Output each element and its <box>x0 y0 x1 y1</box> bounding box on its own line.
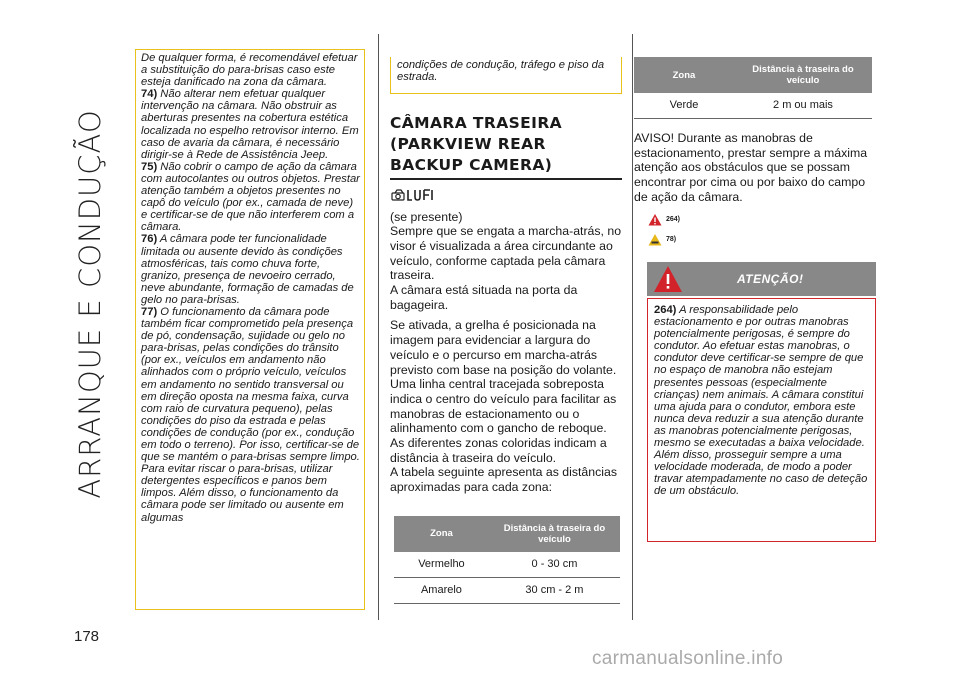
section-title-line: BACKUP CAMERA) <box>390 156 553 174</box>
reference-danger <box>648 213 876 226</box>
note-intro: De qualquer forma, é recomendável efetuar a substituição do para-brisas caso este esteja danificado na zona da câmara. <box>141 52 358 89</box>
note-item-number: 77) <box>141 305 158 318</box>
table-header-row <box>394 516 620 552</box>
section-title <box>390 113 622 176</box>
column-divider-right <box>632 34 633 620</box>
paragraph-table-intro: A tabela seguinte apresenta as distâncias aproximadas para cada zona: <box>390 465 617 495</box>
middle-column <box>390 57 622 604</box>
table-cell-zone: Vermelho <box>394 552 489 578</box>
table-row <box>634 93 872 119</box>
table-row <box>394 577 620 603</box>
table-header-row <box>634 57 872 93</box>
note-item-number: 76) <box>141 233 158 246</box>
note-item-text: A câmara pode ter funcionalidade limitada ou ausente devido às condições atmosféricas, tais como chuva forte, granizo, presença de nevoeiro cerrado, neve abundante, formação de camadas de gelo no para-brisas. <box>141 233 354 306</box>
paragraph-zones: As diferentes zonas coloridas indicam a distância à traseira do veículo. <box>390 436 607 465</box>
note-box-left <box>135 49 365 610</box>
table-header-distance: Distância à traseira do veículo <box>489 516 620 552</box>
note-item-76 <box>141 233 360 306</box>
page-number: 178 <box>74 628 100 645</box>
paragraph-availability: (se presente) <box>390 209 463 224</box>
danger-triangle-icon <box>648 213 662 226</box>
table-cell-zone: Amarelo <box>394 577 489 603</box>
reference-caution <box>648 233 876 246</box>
site-watermark: carmanualsonline.info <box>592 648 784 669</box>
note-content-left <box>136 50 364 524</box>
note-item-text: Não alterar nem efetuar qualquer intervenção na câmara. Não obstruir as aberturas presentes na cobertura estética localizada no espelho retrovisor interno. Em caso de avaria da câmara, é necessário dirigir-se à Rede de Assistência Jeep. <box>141 88 359 161</box>
distance-table-part2 <box>634 57 872 119</box>
attention-item-number: 264) <box>654 304 677 316</box>
paragraph-reverse-gear: Sempre que se engata a marcha-atrás, no visor é visualizada a área circundante ao veículo, conforme captada pela câmara traseira. <box>390 224 622 283</box>
warning-paragraph: AVISO! Durante as manobras de estacionamento, prestar sempre a máxima atenção aos obstáculos que se possam encontrar por cima ou por baixo do campo de ação da câmara. <box>634 131 868 204</box>
table-cell-zone: Verde <box>634 93 734 119</box>
section-body <box>390 210 622 495</box>
attention-header <box>647 262 876 296</box>
title-underline <box>390 178 622 180</box>
attention-content <box>648 299 875 498</box>
note-item-77 <box>141 306 360 524</box>
distance-table-part1 <box>394 516 620 604</box>
reference-label: 264) <box>666 215 681 223</box>
table-row <box>394 552 620 578</box>
table-cell-distance: 0 - 30 cm <box>489 552 620 578</box>
note-item-number: 74) <box>141 88 158 101</box>
paragraph-camera-location: A câmara está situada na porta da bagageira. <box>390 283 578 312</box>
note-continuation-text: condições de condução, tráfego e piso da estrada. <box>397 59 605 84</box>
chapter-title-text: ARRANQUE E CONDUÇÃO <box>73 109 107 499</box>
reference-list <box>648 213 876 246</box>
right-column <box>634 57 876 246</box>
parkview-camera-icon <box>390 186 622 204</box>
column-divider-left <box>378 34 379 620</box>
note-item-text: O funcionamento da câmara pode também ficar comprometido pela presença de pó, condensação, sujidade ou gelo no para-brisas, pelas condições do trânsito (por ex., veículos em andamento não alinhados com o próprio veículo, veículos em andamento no sentido transversal ou em direção oposta na mesma faixa, curva com raio de curvatura pequeno), pelas condições do piso da estrada e pelas condições de condução (por ex., condução em todo o terreno). Por isso, certificar-se de que se mantém o para-brisas sempre limpo. Para evitar riscar o para-brisas, utilizar detergentes específicos e panos bem limpos. Além disso, o funcionamento da câmara pode ser limitado ou ausente em algumas <box>141 305 360 524</box>
attention-title: ATENÇÃO! <box>737 272 804 286</box>
section-title-line: CÂMARA TRASEIRA <box>390 114 563 132</box>
table-cell-distance: 30 cm - 2 m <box>489 577 620 603</box>
danger-triangle-icon <box>653 265 683 293</box>
table-header-zone: Zona <box>634 57 734 93</box>
section-title-line: (PARKVIEW REAR <box>390 135 546 153</box>
chapter-side-title <box>64 34 116 574</box>
paragraph-grid: Se ativada, a grelha é posicionada na imagem para evidenciar a largura do veículo e o percurso em marcha-atrás previsto com base na posição do volante. Uma linha central tracejada sobreposta indica o centro do veículo para facilitar as manobras de estacionamento ou o alinhamento com o gancho de reboque. <box>390 318 617 436</box>
caution-triangle-icon <box>648 233 662 246</box>
table-header-zone: Zona <box>394 516 489 552</box>
attention-box <box>647 298 876 542</box>
attention-item-text: A responsabilidade pelo estacionamento e por outras manobras potencialmente perigosas, é sempre do condutor. Ao efetuar estas manobras, o condutor deve certificar-se sempre de que no espaço de manobra não estejam presentes pessoas (especialmente crianças) nem animais. A câmara constitui uma ajuda para o condutor, embora este nunca deva reduzir a sua atenção durante as manobras potencialmente perigosas, mesmo se executadas a baixa velocidade. Além disso, prosseguir sempre a uma velocidade moderada, de modo a poder travar atempadamente no caso de deteção de um obstáculo. <box>654 304 868 498</box>
table-header-distance: Distância à traseira do veículo <box>734 57 872 93</box>
note-item-number: 75) <box>141 160 158 173</box>
note-item-text: Não cobrir o campo de ação da câmara com autocolantes ou outros objetos. Prestar atenção também a objetos presentes no capô do veículo (por ex., camada de neve) e certificar-se de que não interferem com a câmara. <box>141 160 360 234</box>
reference-label: 78) <box>666 235 677 243</box>
table-cell-distance: 2 m ou mais <box>734 93 872 119</box>
note-item-75 <box>141 161 360 234</box>
note-item-74 <box>141 88 360 161</box>
